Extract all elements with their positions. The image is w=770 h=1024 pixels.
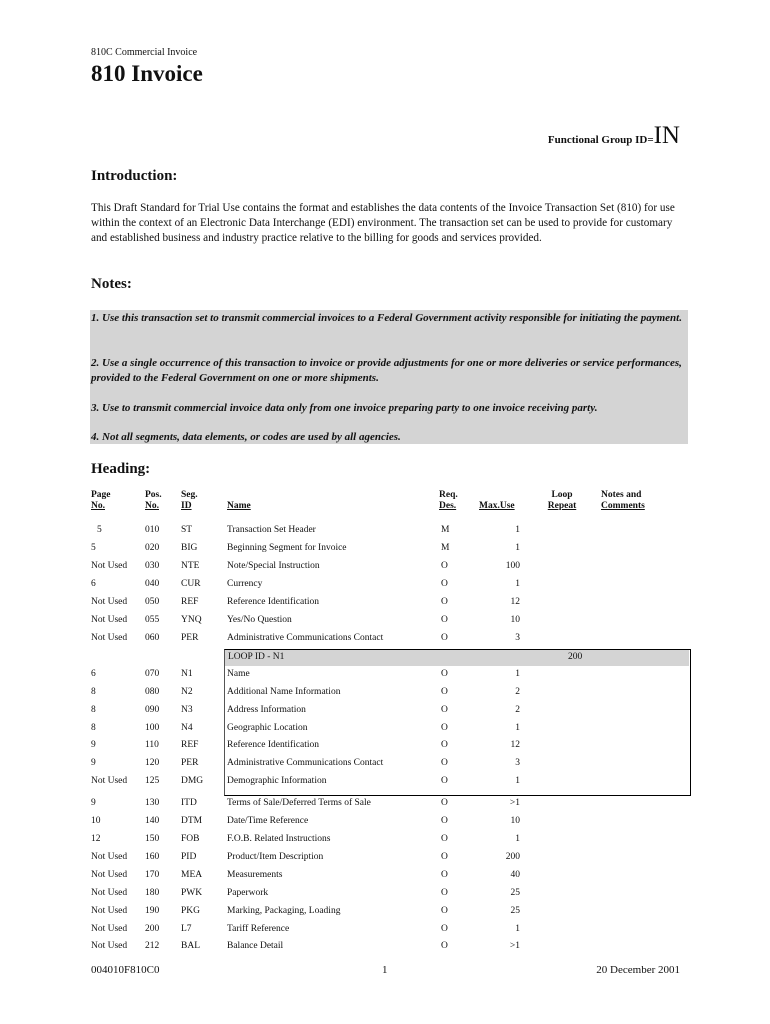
cell-page: 10: [91, 816, 101, 826]
cell-pos: 040: [145, 579, 160, 589]
cell-max: 12: [510, 740, 520, 750]
notes-box: [90, 310, 688, 444]
document-subtitle: 810C Commercial Invoice: [91, 47, 198, 58]
note-4: 4. Not all segments, data elements, or codes are used by all agencies.: [91, 431, 401, 443]
cell-req: M: [441, 525, 450, 535]
cell-max: 3: [515, 758, 520, 768]
table-row: [0, 615, 770, 631]
cell-seg: N1: [181, 669, 193, 679]
loop-label: LOOP ID - N1: [228, 652, 285, 662]
cell-seg: N4: [181, 723, 193, 733]
cell-max: 10: [510, 615, 520, 625]
cell-pos: 140: [145, 816, 160, 826]
cell-name: Name: [227, 669, 250, 679]
cell-req: O: [441, 561, 448, 571]
cell-pos: 150: [145, 834, 160, 844]
table-row: [0, 561, 770, 577]
cell-req: O: [441, 723, 448, 733]
cell-pos: 090: [145, 705, 160, 715]
cell-seg: FOB: [181, 834, 200, 844]
cell-max: 25: [510, 888, 520, 898]
col-max-line: Max.Use: [479, 501, 515, 511]
col-loop: [546, 490, 578, 512]
cell-name: Reference Identification: [227, 740, 320, 750]
table-row: [0, 705, 770, 721]
col-req-line1: Req.: [439, 490, 458, 500]
cell-seg: PER: [181, 633, 199, 643]
cell-name: Marking, Packaging, Loading: [227, 906, 341, 916]
table-row: [0, 924, 770, 940]
table-row: [0, 888, 770, 904]
cell-page: Not Used: [91, 924, 128, 934]
cell-page: Not Used: [91, 633, 128, 643]
cell-pos: 180: [145, 888, 160, 898]
cell-max: >1: [509, 798, 520, 808]
cell-pos: 170: [145, 870, 160, 880]
cell-pos: 160: [145, 852, 160, 862]
cell-seg: N3: [181, 705, 193, 715]
cell-max: 1: [515, 776, 520, 786]
cell-req: O: [441, 816, 448, 826]
table-row: [0, 579, 770, 595]
cell-req: O: [441, 615, 448, 625]
table-row: [0, 633, 770, 649]
col-notes-line2: Comments: [601, 501, 645, 511]
cell-seg: YNQ: [181, 615, 202, 625]
table-row: [0, 723, 770, 739]
col-name-line: Name: [227, 501, 251, 511]
cell-name: Measurements: [227, 870, 283, 880]
cell-name: Terms of Sale/Deferred Terms of Sale: [227, 798, 371, 808]
cell-pos: 055: [145, 615, 160, 625]
cell-page: Not Used: [91, 941, 128, 951]
cell-req: O: [441, 776, 448, 786]
cell-page: 9: [91, 798, 96, 808]
col-req-line2: Des.: [439, 501, 457, 511]
cell-req: M: [441, 543, 450, 553]
cell-pos: 110: [145, 740, 159, 750]
cell-max: 10: [510, 816, 520, 826]
cell-page: 12: [91, 834, 101, 844]
table-row: [0, 834, 770, 850]
cell-pos: 212: [145, 941, 160, 951]
col-seg: [181, 490, 198, 512]
cell-page: Not Used: [91, 561, 128, 571]
cell-req: O: [441, 888, 448, 898]
cell-req: O: [441, 579, 448, 589]
cell-seg: PWK: [181, 888, 203, 898]
cell-name: Balance Detail: [227, 941, 284, 951]
cell-name: Demographic Information: [227, 776, 327, 786]
heading-section-title: Heading:: [91, 461, 151, 477]
col-pos: [145, 490, 162, 512]
cell-name: Administrative Communications Contact: [227, 758, 384, 768]
col-pos-line2: No.: [145, 501, 159, 511]
cell-req: O: [441, 906, 448, 916]
cell-pos: 125: [145, 776, 160, 786]
note-2: 2. Use a single occurrence of this transaction to invoice or provide adjustments for one or more deliveries or service performances, provided to the Federal Government on one or more shipments.: [91, 357, 682, 384]
cell-name: Currency: [227, 579, 263, 589]
notes-heading: Notes:: [91, 276, 132, 292]
cell-seg: N2: [181, 687, 193, 697]
cell-page: 9: [91, 740, 96, 750]
cell-pos: 010: [145, 525, 160, 535]
table-row: [0, 740, 770, 756]
footer-date: 20 December 2001: [596, 964, 680, 976]
functional-group-value: IN: [653, 122, 680, 149]
table-row: [0, 852, 770, 868]
col-pos-line1: Pos.: [145, 490, 162, 500]
cell-seg: MEA: [181, 870, 203, 880]
cell-name: Beginning Segment for Invoice: [227, 543, 347, 553]
cell-req: O: [441, 941, 448, 951]
table-row: [0, 906, 770, 922]
cell-name: Transaction Set Header: [227, 525, 316, 535]
cell-max: 1: [515, 579, 520, 589]
cell-page: 5: [97, 525, 102, 535]
table-row: [0, 543, 770, 559]
cell-name: Paperwork: [227, 888, 269, 898]
col-name: [227, 501, 251, 512]
cell-pos: 020: [145, 543, 160, 553]
table-row: [0, 758, 770, 774]
loop-repeat: 200: [568, 652, 583, 662]
cell-name: Administrative Communications Contact: [227, 633, 384, 643]
cell-seg: DMG: [181, 776, 204, 786]
cell-pos: 050: [145, 597, 160, 607]
col-notes: [601, 490, 645, 512]
col-max: [479, 501, 515, 512]
cell-name: Product/Item Description: [227, 852, 324, 862]
cell-name: Geographic Location: [227, 723, 308, 733]
col-loop-line1: Loop: [551, 490, 573, 500]
cell-page: Not Used: [91, 870, 128, 880]
cell-pos: 070: [145, 669, 160, 679]
cell-seg: REF: [181, 740, 199, 750]
col-page-line1: Page: [91, 490, 111, 500]
cell-page: 8: [91, 705, 96, 715]
cell-page: Not Used: [91, 852, 128, 862]
cell-page: 8: [91, 723, 96, 733]
cell-max: 1: [515, 669, 520, 679]
cell-seg: ITD: [181, 798, 197, 808]
cell-pos: 200: [145, 924, 160, 934]
cell-seg: ST: [181, 525, 193, 535]
cell-max: 100: [505, 561, 520, 571]
table-row: [0, 525, 770, 541]
cell-max: 1: [515, 834, 520, 844]
cell-seg: BIG: [181, 543, 198, 553]
cell-page: 5: [91, 543, 96, 553]
table-row: [0, 870, 770, 886]
col-loop-line2: Repeat: [547, 501, 577, 511]
cell-name: Tariff Reference: [227, 924, 290, 934]
cell-req: O: [441, 924, 448, 934]
cell-pos: 130: [145, 798, 160, 808]
table-row: [0, 597, 770, 613]
cell-pos: 030: [145, 561, 160, 571]
cell-page: 6: [91, 669, 96, 679]
table-row: [0, 776, 770, 792]
cell-name: Address Information: [227, 705, 306, 715]
cell-seg: DTM: [181, 816, 203, 826]
cell-seg: PKG: [181, 906, 201, 916]
cell-name: Yes/No Question: [227, 615, 292, 625]
cell-seg: BAL: [181, 941, 200, 951]
cell-req: O: [441, 758, 448, 768]
cell-req: O: [441, 597, 448, 607]
cell-req: O: [441, 740, 448, 750]
cell-req: O: [441, 705, 448, 715]
cell-max: 200: [505, 852, 520, 862]
cell-page: 6: [91, 579, 96, 589]
col-seg-line1: Seg.: [181, 490, 198, 500]
table-row: [0, 798, 770, 814]
cell-pos: 060: [145, 633, 160, 643]
col-seg-line2: ID: [181, 501, 192, 511]
cell-req: O: [441, 798, 448, 808]
functional-group-id: [548, 122, 680, 150]
cell-req: O: [441, 669, 448, 679]
footer-doc-id: 004010F810C0: [91, 964, 160, 976]
cell-page: 9: [91, 758, 96, 768]
document-title: 810 Invoice: [91, 61, 203, 86]
cell-max: 12: [510, 597, 520, 607]
cell-page: Not Used: [91, 615, 128, 625]
cell-seg: PID: [181, 852, 197, 862]
cell-name: Reference Identification: [227, 597, 320, 607]
footer-page-number: 1: [382, 964, 388, 976]
cell-name: F.O.B. Related Instructions: [227, 834, 331, 844]
cell-max: 2: [515, 687, 520, 697]
cell-req: O: [441, 870, 448, 880]
introduction-heading: Introduction:: [91, 168, 178, 184]
cell-max: 25: [510, 906, 520, 916]
table-row: [0, 941, 770, 957]
col-notes-line1: Notes and: [601, 490, 642, 500]
cell-pos: 190: [145, 906, 160, 916]
table-row: [0, 669, 770, 685]
cell-max: 40: [510, 870, 520, 880]
functional-group-label: Functional Group ID=: [547, 134, 654, 146]
cell-page: Not Used: [91, 597, 128, 607]
cell-max: 1: [515, 543, 520, 553]
cell-max: 3: [515, 633, 520, 643]
table-row: [0, 816, 770, 832]
col-req: [439, 490, 458, 512]
cell-max: 1: [515, 525, 520, 535]
cell-req: O: [441, 633, 448, 643]
cell-name: Date/Time Reference: [227, 816, 309, 826]
note-3: 3. Use to transmit commercial invoice data only from one invoice preparing party to one invoice receiving party.: [91, 402, 598, 414]
cell-seg: PER: [181, 758, 199, 768]
cell-seg: CUR: [181, 579, 201, 589]
cell-page: Not Used: [91, 776, 128, 786]
cell-name: Note/Special Instruction: [227, 561, 320, 571]
cell-seg: NTE: [181, 561, 200, 571]
table-row: [0, 687, 770, 703]
cell-page: 8: [91, 687, 96, 697]
col-page: [91, 490, 111, 512]
note-1: 1. Use this transaction set to transmit commercial invoices to a Federal Government activity responsible for initiating the payment.: [91, 312, 682, 324]
cell-seg: L7: [181, 924, 192, 934]
cell-pos: 080: [145, 687, 160, 697]
cell-name: Additional Name Information: [227, 687, 341, 697]
cell-max: 1: [515, 924, 520, 934]
cell-pos: 120: [145, 758, 160, 768]
cell-seg: REF: [181, 597, 199, 607]
cell-page: Not Used: [91, 906, 128, 916]
cell-max: >1: [509, 941, 520, 951]
cell-req: O: [441, 852, 448, 862]
cell-max: 1: [515, 723, 520, 733]
cell-max: 2: [515, 705, 520, 715]
cell-pos: 100: [145, 723, 160, 733]
cell-req: O: [441, 834, 448, 844]
introduction-text: This Draft Standard for Trial Use contains the format and establishes the data contents of the Invoice Transaction Set (810) for use within the context of an Electronic Data Interchange (EDI) environment. The transaction set can be used to provide for customary and established business and industry practice relative to the billing for goods and services provided.: [91, 202, 675, 244]
col-page-line2: No.: [91, 501, 105, 511]
cell-page: Not Used: [91, 888, 128, 898]
cell-req: O: [441, 687, 448, 697]
